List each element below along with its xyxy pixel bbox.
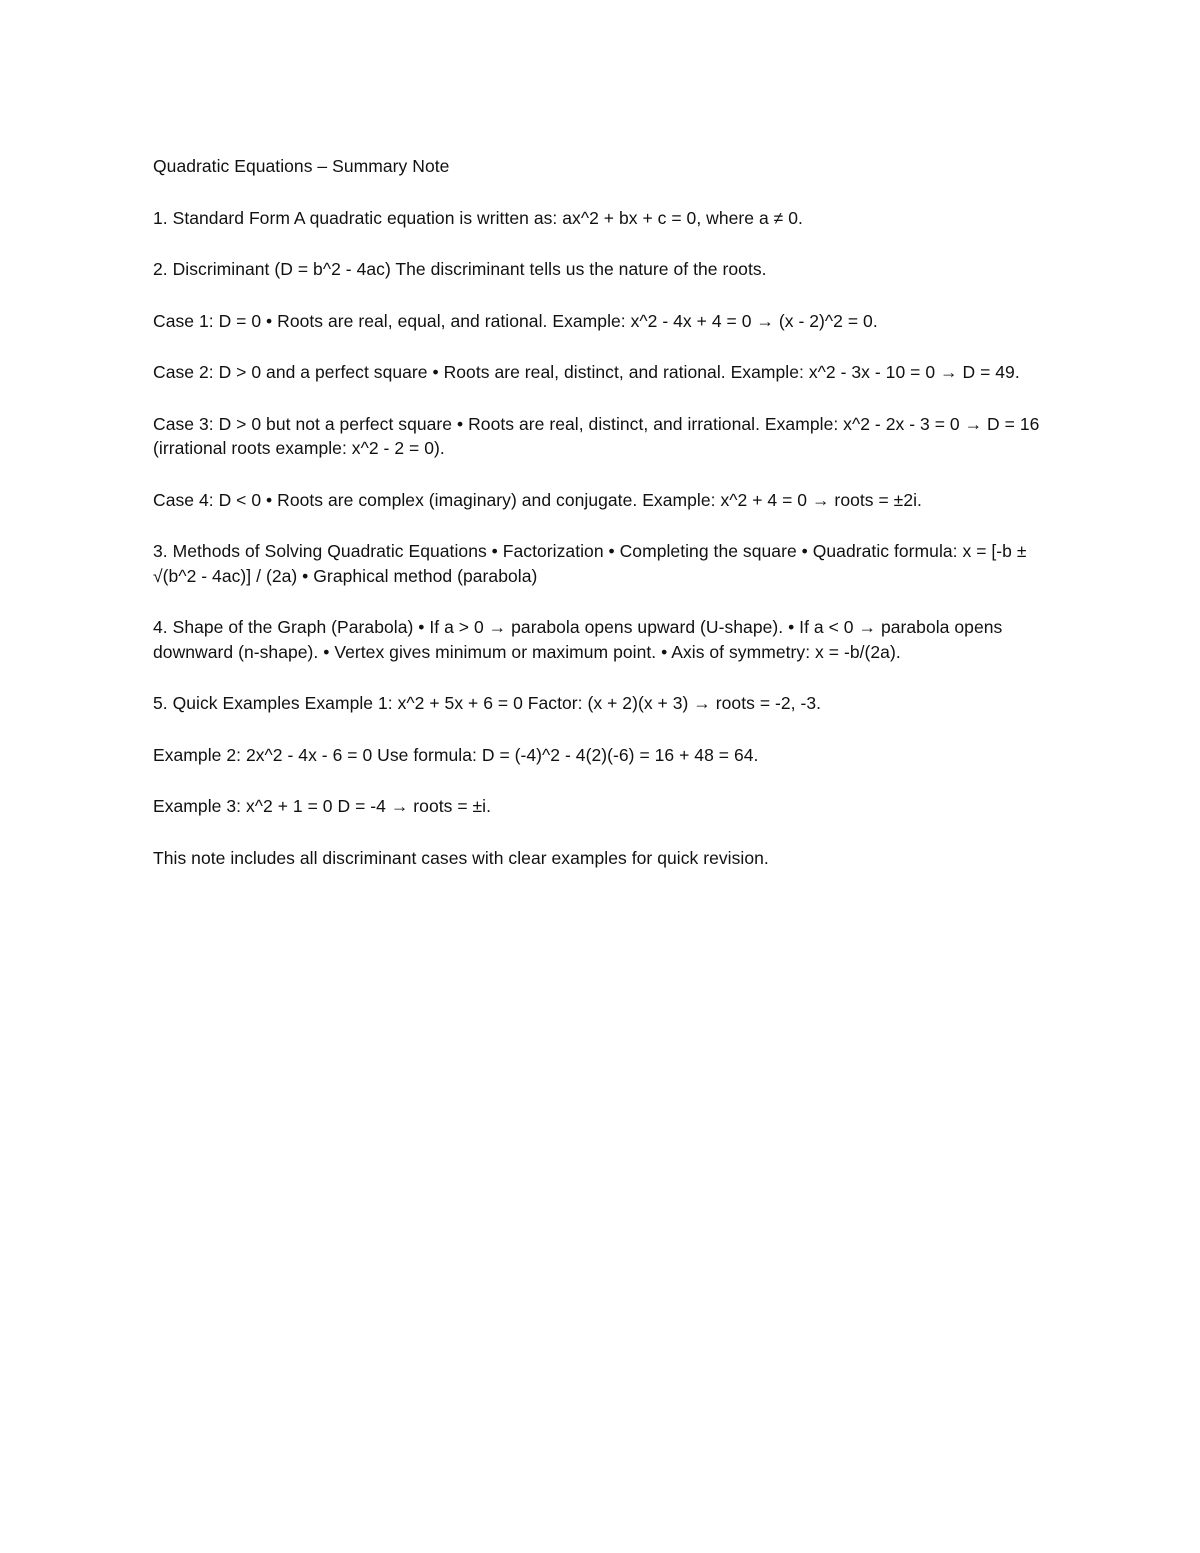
- case-2-paragraph: Case 2: D > 0 and a perfect square • Roots are real, distinct, and rational. Example: x^2 - 3x - 10 = 0 → D = 49.: [153, 362, 1020, 382]
- document-title: Quadratic Equations – Summary Note: [153, 156, 450, 176]
- section-methods: 3. Methods of Solving Quadratic Equations • Factorization • Completing the square • Quadratic formula: x = [-b ± √(b^2 - 4ac)] / (2a) • Graphical method (parabola): [153, 541, 1027, 586]
- case-1-paragraph: Case 1: D = 0 • Roots are real, equal, and rational. Example: x^2 - 4x + 4 = 0 → (x - 2)^2 = 0.: [153, 310, 878, 331]
- example-3-paragraph: Example 3: x^2 + 1 = 0 D = -4 → roots = ±i.: [153, 796, 492, 816]
- case-4-paragraph: Case 4: D < 0 • Roots are complex (imaginary) and conjugate. Example: x^2 + 4 = 0 → roots = ±2i.: [153, 489, 922, 510]
- section-discriminant: 2. Discriminant (D = b^2 - 4ac) The discriminant tells us the nature of the roots.: [153, 259, 767, 279]
- example-2-paragraph: Example 2: 2x^2 - 4x - 6 = 0 Use formula: D = (-4)^2 - 4(2)(-6) = 16 + 48 = 64.: [153, 744, 759, 765]
- case-3-paragraph: Case 3: D > 0 but not a perfect square • Roots are real, distinct, and irrational. Example: x^2 - 2x - 3 = 0 → D = 16 (irrational roots example: x^2 - 2 = 0).: [153, 413, 1040, 458]
- section-graph-shape: 4. Shape of the Graph (Parabola) • If a > 0 → parabola opens upward (U-shape). • If a < 0 → parabola opens downward (n-shape). • Vertex gives minimum or maximum point. • Axis of symmetry: x = -b/(2a).: [153, 617, 1003, 662]
- document-body: [153, 154, 1053, 897]
- section-standard-form: 1. Standard Form A quadratic equation is written as: ax^2 + bx + c = 0, where a ≠ 0.: [153, 207, 803, 228]
- closing-note: This note includes all discriminant cases with clear examples for quick revision.: [153, 847, 769, 868]
- section-quick-examples: 5. Quick Examples Example 1: x^2 + 5x + 6 = 0 Factor: (x + 2)(x + 3) → roots = -2, -3.: [153, 693, 822, 713]
